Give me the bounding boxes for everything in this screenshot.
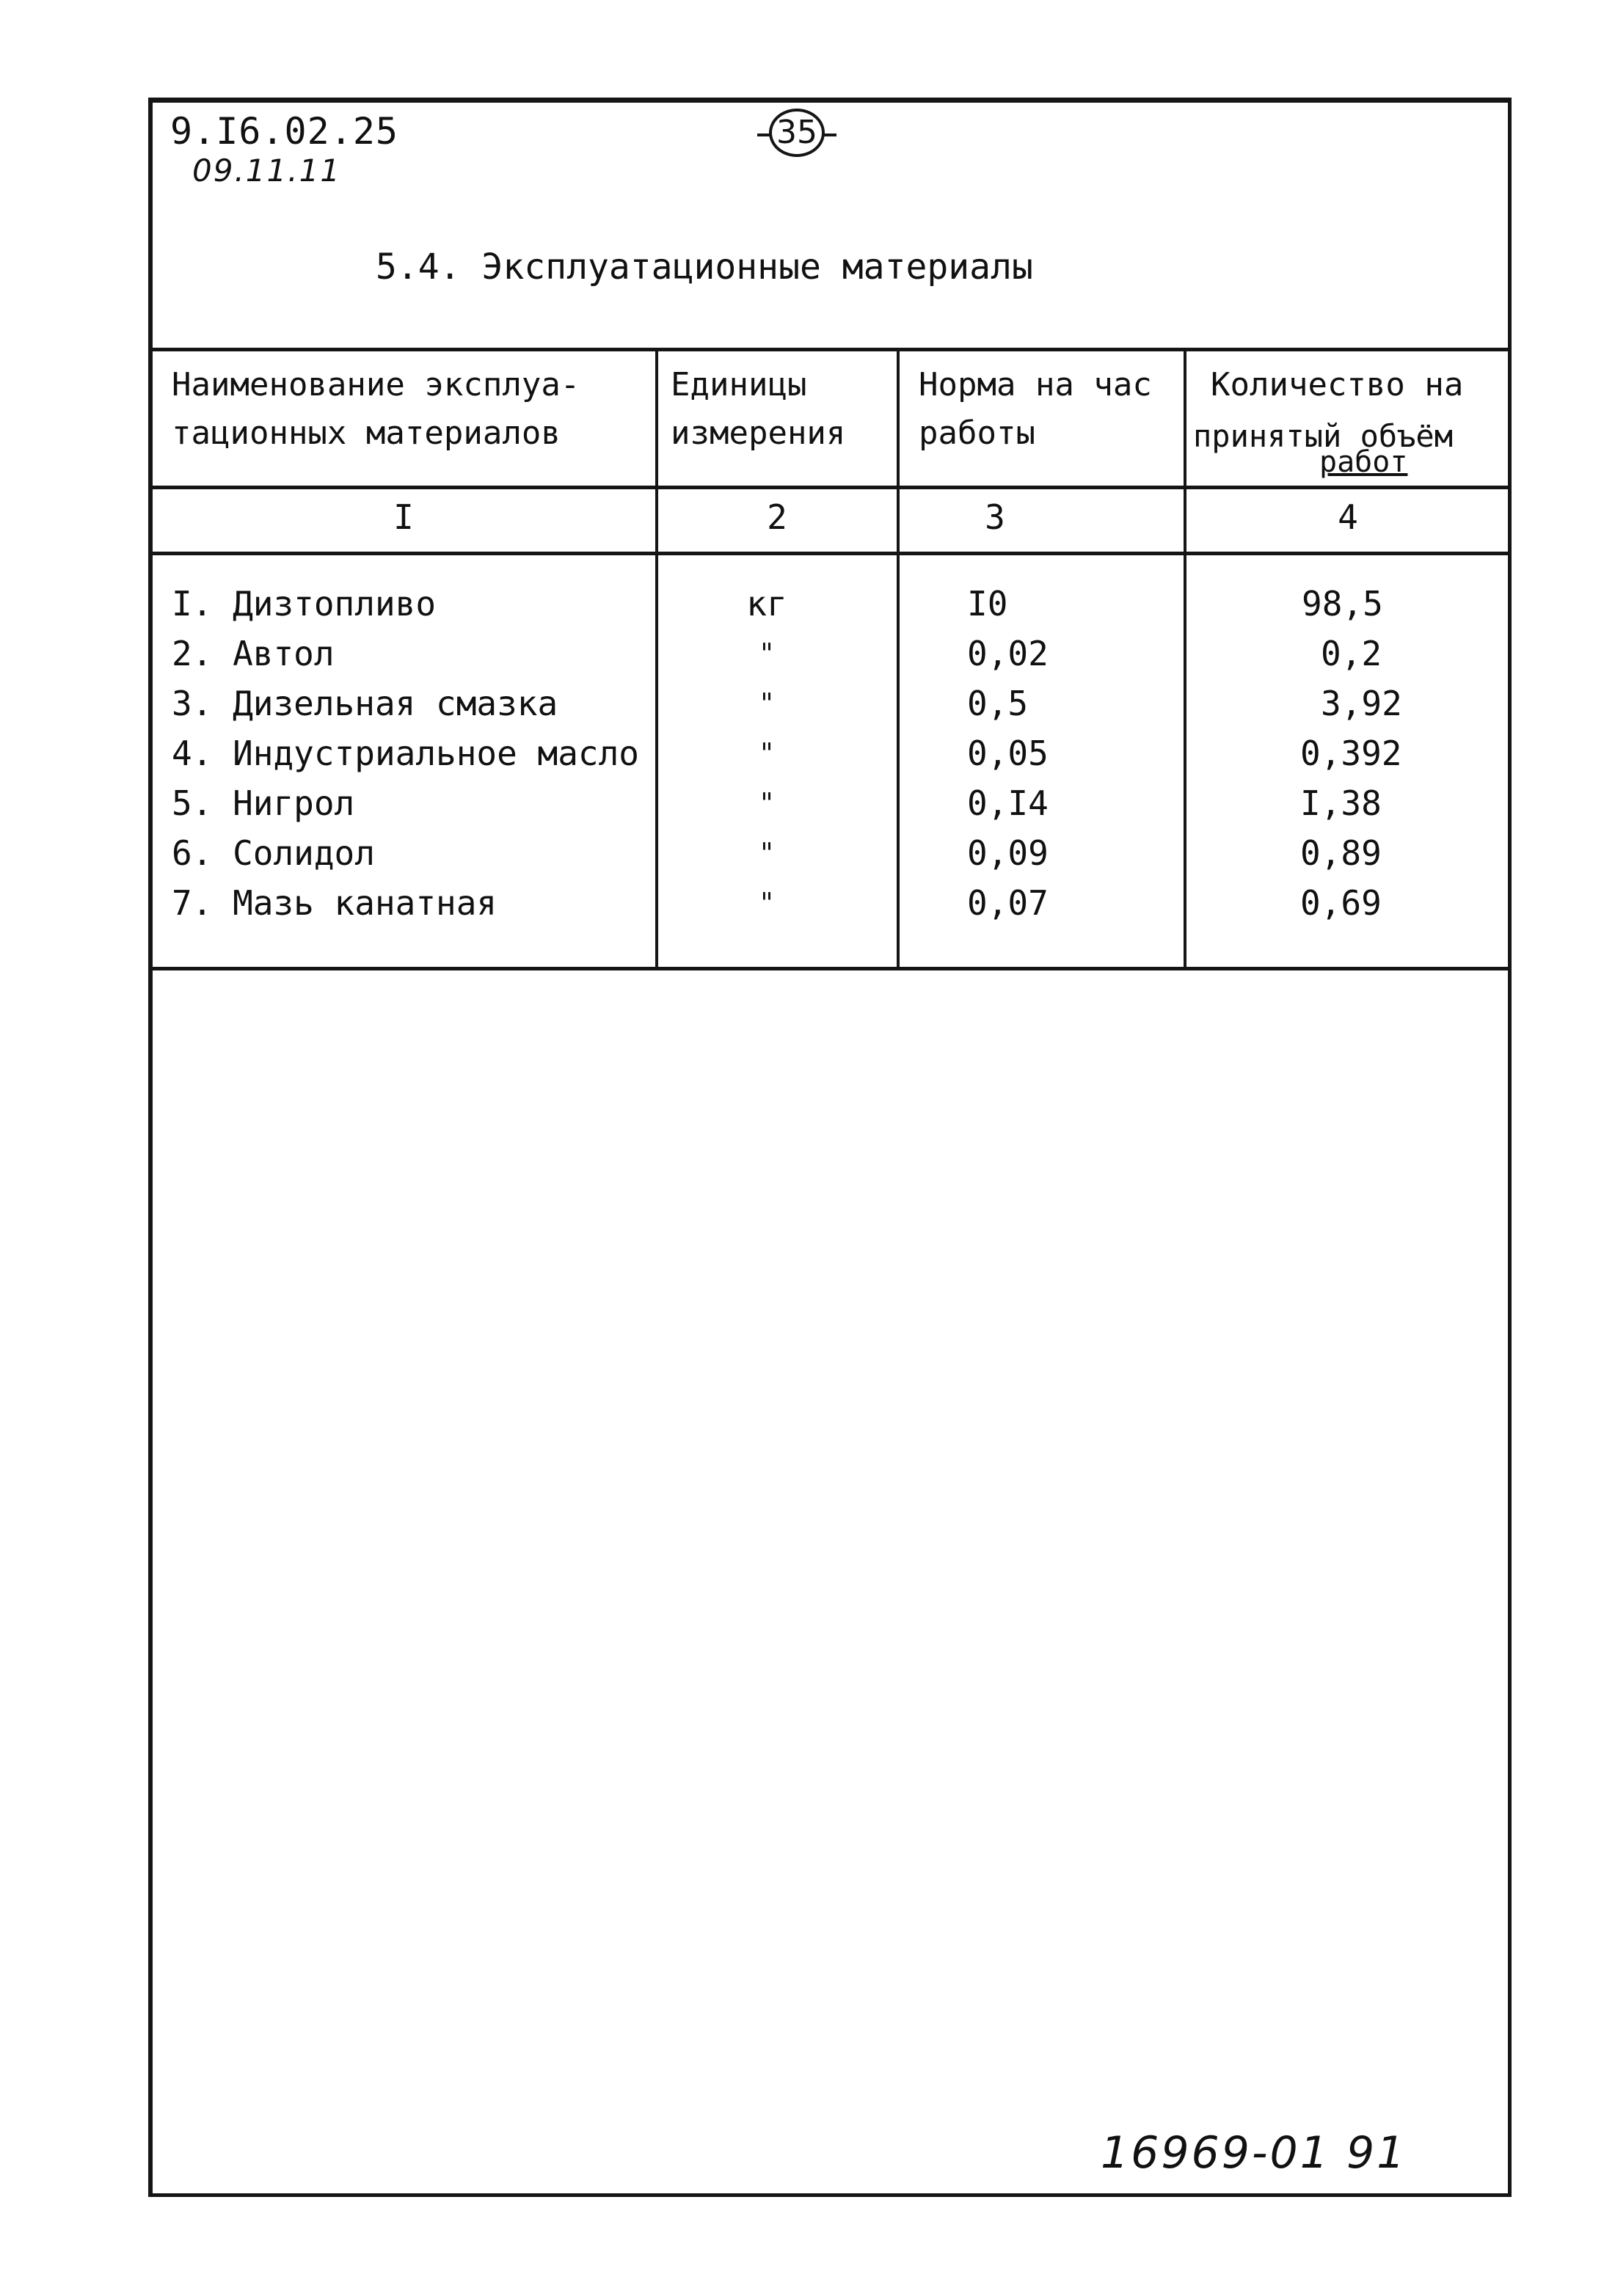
- header-qty-line-2: принятый объём: [1193, 418, 1454, 454]
- row-2-norm: 0,02: [967, 634, 1049, 673]
- row-5-name: 5. Нигрол: [172, 783, 355, 823]
- document-date: 09.11.11: [192, 153, 342, 189]
- row-6-unit: ": [760, 837, 773, 869]
- row-1-norm: I0: [967, 584, 1008, 624]
- row-4-norm: 0,05: [967, 734, 1049, 773]
- row-5-unit: ": [760, 787, 773, 819]
- row-1-unit: кг: [746, 584, 787, 624]
- column-number-3: 3: [985, 497, 1005, 537]
- table-divider-2: [897, 349, 900, 969]
- document-code: 9.I6.02.25: [170, 110, 399, 153]
- column-number-2: 2: [767, 497, 787, 537]
- row-4-name: 4. Индустриальное масло: [172, 734, 639, 773]
- header-name-line-1: Наименование эксплуа-: [172, 366, 580, 403]
- row-3-unit: ": [760, 687, 773, 720]
- header-unit-line-1: Единицы: [671, 366, 807, 403]
- header-qty-line-1: Количество на: [1211, 366, 1464, 403]
- table-divider-1: [655, 349, 658, 969]
- row-3-norm: 0,5: [967, 684, 1029, 723]
- handwritten-inventory-number: 16969-01 91: [1101, 2127, 1407, 2179]
- header-unit-line-2: измерения: [671, 414, 846, 452]
- row-4-qty: 0,392: [1300, 734, 1402, 773]
- row-2-unit: ": [760, 637, 773, 670]
- header-qty-line-3: работ: [1319, 445, 1408, 479]
- header-name-line-2: тационных материалов: [172, 414, 561, 452]
- row-6-norm: 0,09: [967, 833, 1049, 873]
- table-bottom-border: [150, 967, 1512, 970]
- table-header-bottom-border: [150, 486, 1512, 489]
- row-7-unit: ": [760, 887, 773, 919]
- row-5-qty: I,38: [1300, 783, 1382, 823]
- row-7-qty: 0,69: [1300, 883, 1382, 923]
- row-2-qty: 0,2: [1321, 634, 1382, 673]
- row-7-norm: 0,07: [967, 883, 1049, 923]
- row-3-name: 3. Дизельная смазка: [172, 684, 558, 723]
- column-number-1: I: [393, 497, 414, 537]
- row-4-unit: ": [760, 737, 773, 769]
- column-number-4: 4: [1338, 497, 1358, 537]
- row-6-name: 6. Солидол: [172, 833, 375, 873]
- row-2-name: 2. Автол: [172, 634, 335, 673]
- row-5-norm: 0,I4: [967, 783, 1049, 823]
- table-divider-3: [1184, 349, 1186, 969]
- page-number: 35: [769, 109, 825, 157]
- row-3-qty: 3,92: [1321, 684, 1402, 723]
- table-colnum-bottom-border: [150, 552, 1512, 555]
- row-1-qty: 98,5: [1302, 584, 1383, 624]
- section-title: 5.4. Эксплуатационные материалы: [376, 246, 1033, 288]
- header-norm-line-2: работы: [919, 414, 1035, 452]
- table-top-border: [150, 348, 1512, 351]
- row-6-qty: 0,89: [1300, 833, 1382, 873]
- header-norm-line-1: Норма на час: [919, 366, 1152, 403]
- row-7-name: 7. Мазь канатная: [172, 883, 497, 923]
- row-1-name: I. Дизтопливо: [172, 584, 437, 624]
